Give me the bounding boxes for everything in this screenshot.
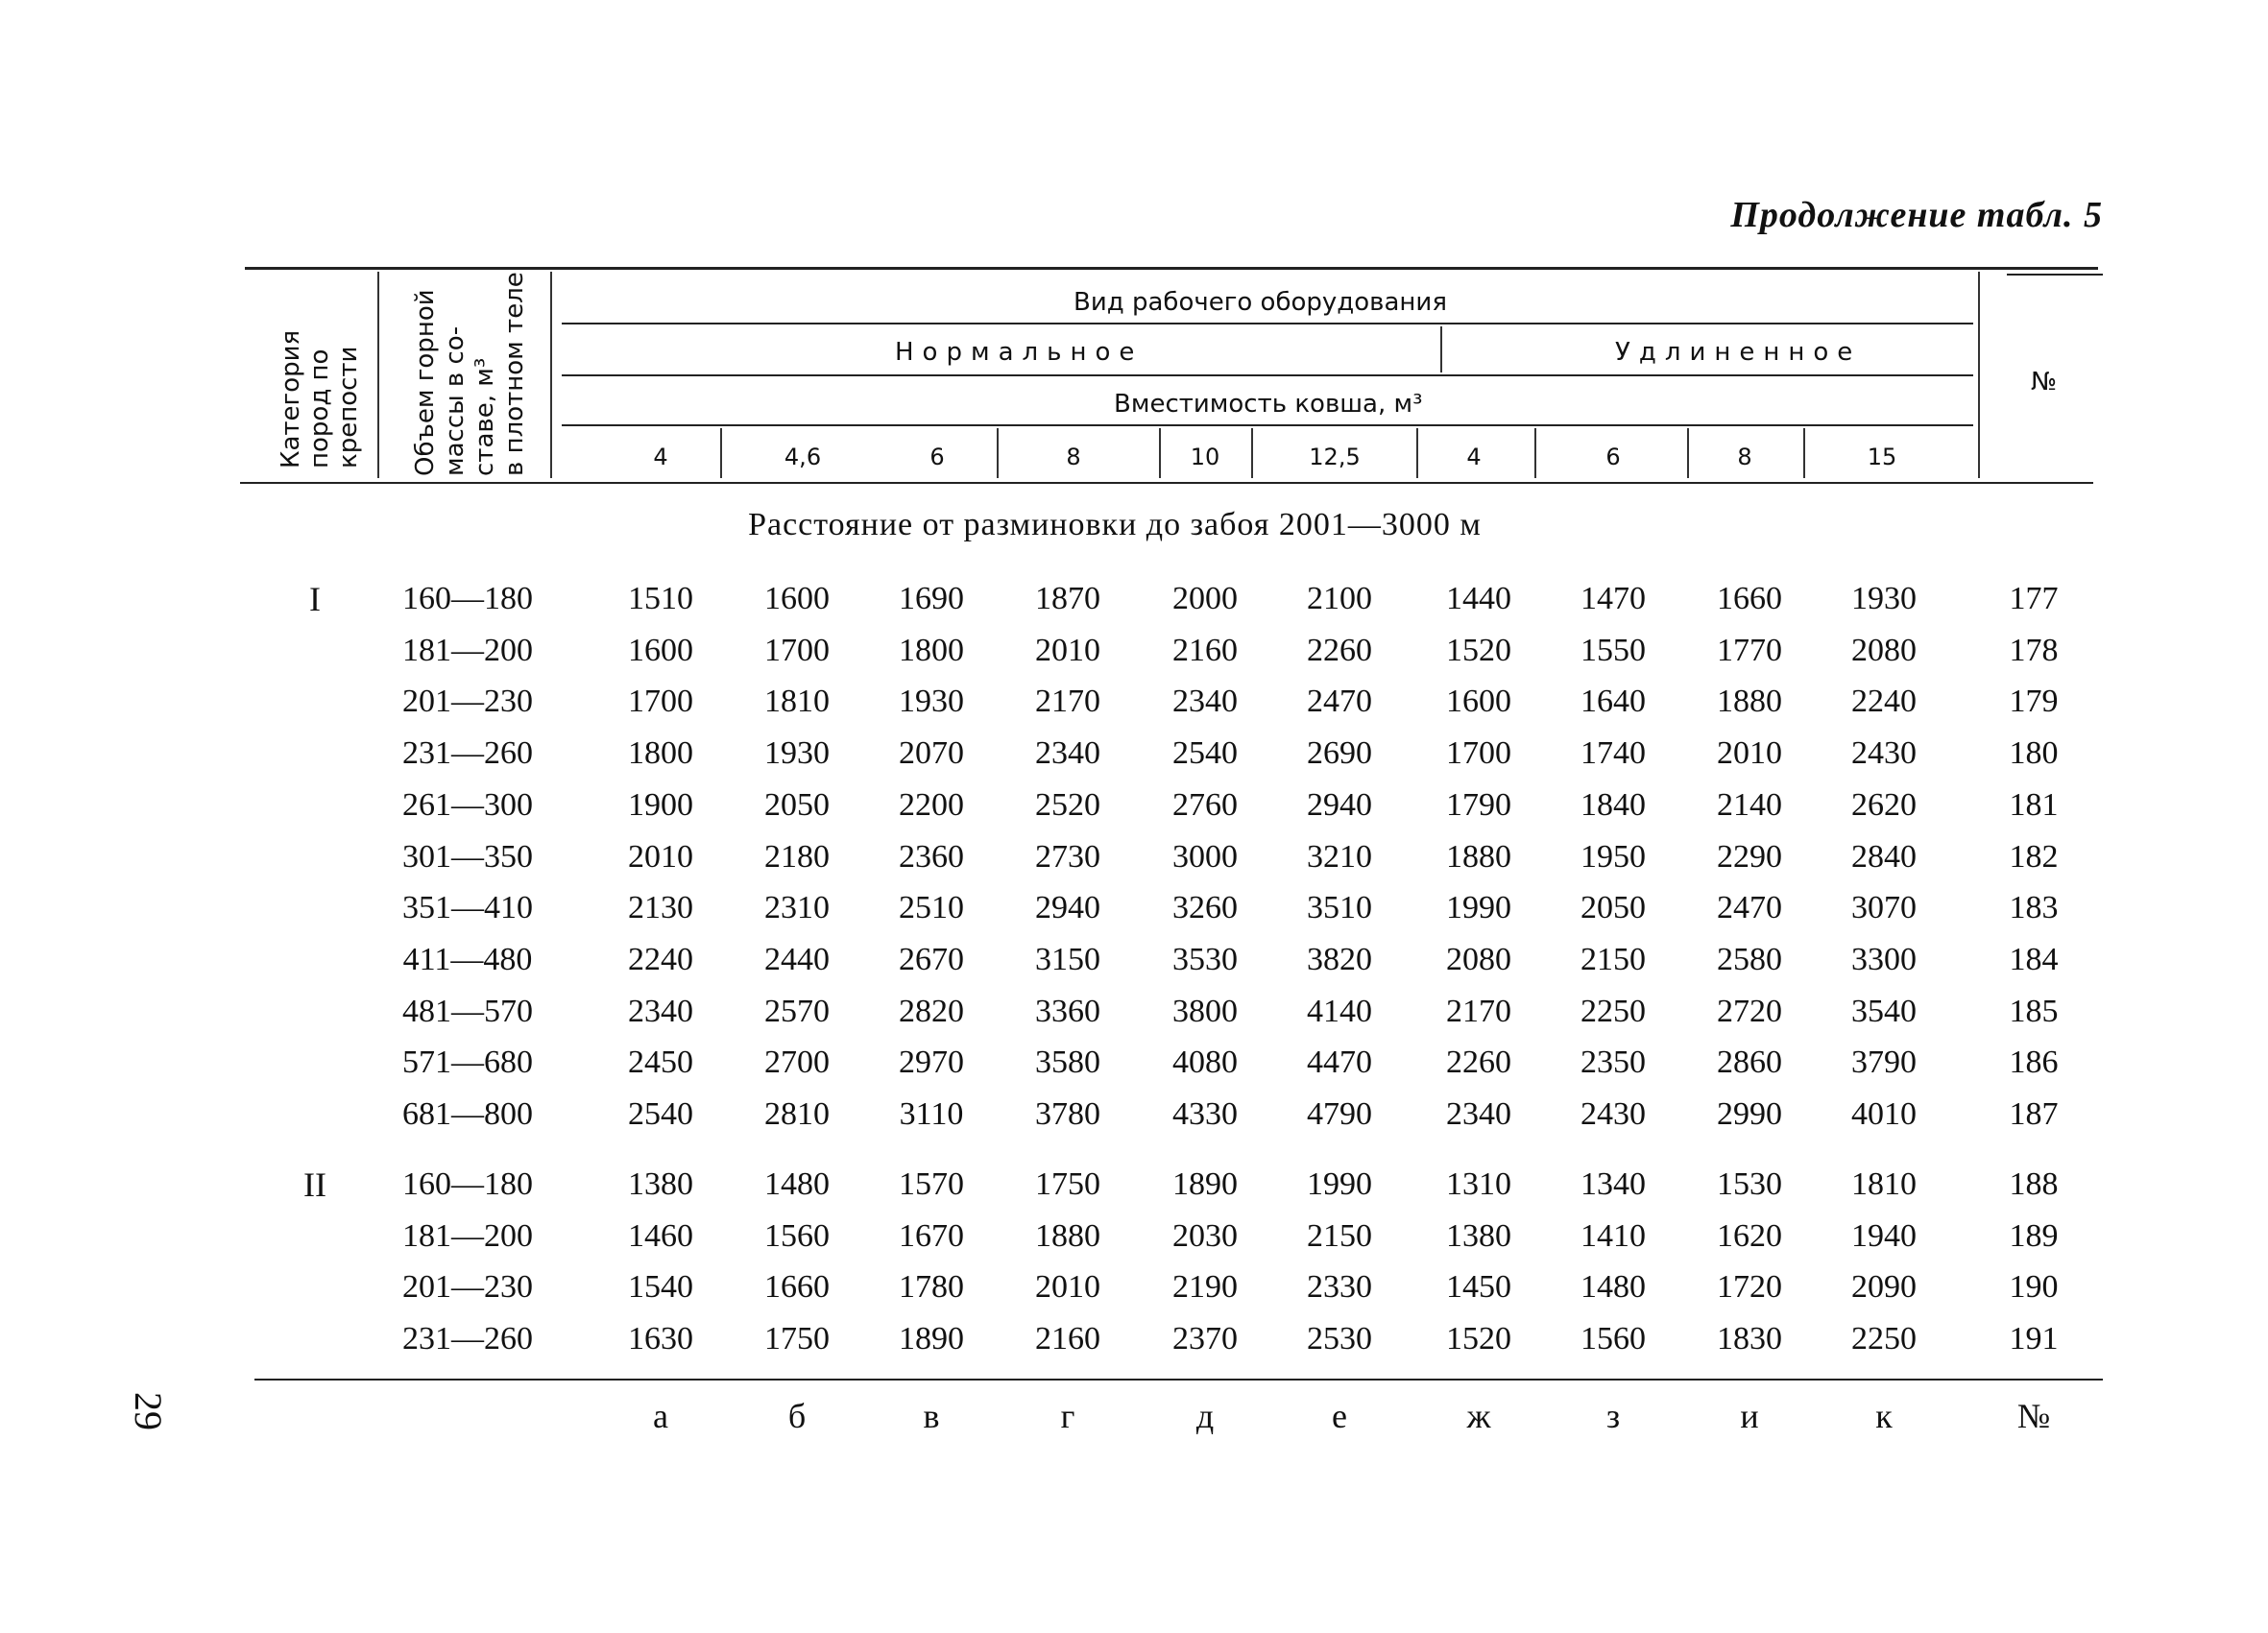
value-cell: 1510: [628, 581, 693, 616]
volume-header-line: ставе, м³: [470, 357, 499, 476]
value-cell: 1770: [1717, 632, 1782, 668]
value-cell: 2360: [899, 838, 964, 875]
value-cell: 2260: [1307, 632, 1372, 668]
value-cell: 1700: [628, 684, 693, 720]
value-cell: 2810: [764, 1096, 830, 1132]
column-letter: д: [1195, 1397, 1215, 1435]
value-cell: 2140: [1717, 786, 1782, 823]
page-number: 29: [127, 1392, 170, 1430]
value-cell: 3790: [1851, 1045, 1917, 1081]
value-cell: 3780: [1035, 1096, 1100, 1132]
capacity-cell: 8: [1737, 444, 1752, 470]
value-cell: 1640: [1580, 684, 1646, 720]
capacity-divider: [997, 428, 999, 478]
value-cell: 1620: [1717, 1217, 1782, 1254]
value-cell: 1380: [1446, 1217, 1511, 1254]
value-cell: 2030: [1172, 1217, 1238, 1254]
value-cell: 1700: [1446, 735, 1511, 772]
value-cell: 2100: [1307, 581, 1372, 616]
value-cell: 2720: [1717, 993, 1782, 1029]
value-cell: 2340: [628, 993, 693, 1029]
value-cell: 2430: [1580, 1096, 1646, 1132]
value-cell: 2010: [1717, 735, 1782, 772]
value-cell: 1600: [1446, 684, 1511, 720]
value-cell: 4080: [1172, 1045, 1238, 1081]
value-cell: 2970: [899, 1045, 964, 1081]
volume-cell: 160—180: [402, 581, 533, 616]
volume-cell: 261—300: [402, 786, 533, 823]
row-number-cell: 185: [2009, 993, 2059, 1029]
value-cell: 3800: [1172, 993, 1238, 1029]
normal-header: Нормальное: [895, 338, 1144, 367]
value-cell: 1450: [1446, 1269, 1511, 1306]
value-cell: 2240: [628, 941, 693, 977]
value-cell: 2180: [764, 838, 830, 875]
header-rule: [562, 424, 1973, 426]
section-title: [0, 507, 2268, 543]
header-divider: [377, 272, 379, 478]
value-cell: 2440: [764, 941, 830, 977]
volume-cell: 351—410: [402, 890, 533, 926]
value-cell: 2240: [1851, 684, 1917, 720]
capacity-cell: 4: [1466, 444, 1482, 470]
value-cell: 2160: [1035, 1321, 1100, 1357]
value-cell: 1660: [1717, 581, 1782, 616]
capacity-cell: 15: [1867, 444, 1897, 470]
volume-cell: 301—350: [402, 838, 533, 875]
bucket-capacity-header: Вместимость ковша, м³: [1114, 390, 1423, 419]
value-cell: 2070: [899, 735, 964, 772]
value-cell: 3300: [1851, 941, 1917, 977]
column-letter: к: [1875, 1397, 1893, 1435]
value-cell: 2840: [1851, 838, 1917, 875]
value-cell: 1340: [1580, 1166, 1646, 1202]
capacity-cell: 10: [1190, 444, 1220, 470]
value-cell: 1880: [1717, 684, 1782, 720]
value-cell: 1410: [1580, 1217, 1646, 1254]
capacity-cell: 12,5: [1309, 444, 1361, 470]
row-number-cell: 184: [2009, 941, 2059, 977]
value-cell: 2130: [628, 890, 693, 926]
row-number-cell: 188: [2009, 1166, 2059, 1202]
value-cell: 1930: [899, 684, 964, 720]
value-cell: 2150: [1307, 1217, 1372, 1254]
value-cell: 2290: [1717, 838, 1782, 875]
table-bottom-rule: [254, 1379, 2103, 1381]
value-cell: 1560: [764, 1217, 830, 1254]
value-cell: 1690: [899, 581, 964, 616]
value-cell: 3510: [1307, 890, 1372, 926]
value-cell: 1700: [764, 632, 830, 668]
capacity-cell: 8: [1066, 444, 1081, 470]
value-cell: 2940: [1307, 786, 1372, 823]
header-top-rule-right: [2007, 274, 2103, 276]
value-cell: 2090: [1851, 1269, 1917, 1306]
value-cell: 2510: [899, 890, 964, 926]
volume-header-line: в плотном теле: [500, 272, 529, 476]
value-cell: 2340: [1172, 684, 1238, 720]
value-cell: 2620: [1851, 786, 1917, 823]
volume-cell: 181—200: [402, 632, 533, 668]
header-bottom-rule: [240, 482, 2093, 484]
value-cell: 1630: [628, 1321, 693, 1357]
volume-cell: 231—260: [402, 735, 533, 772]
value-cell: 4010: [1851, 1096, 1917, 1132]
value-cell: 1600: [628, 632, 693, 668]
number-symbol: №: [2016, 1397, 2051, 1435]
value-cell: 1930: [1851, 581, 1917, 616]
value-cell: 2700: [764, 1045, 830, 1081]
value-cell: 1660: [764, 1269, 830, 1306]
value-cell: 1990: [1446, 890, 1511, 926]
volume-header-line: Объем горной: [411, 289, 440, 476]
value-cell: 1310: [1446, 1166, 1511, 1202]
value-cell: 2540: [628, 1096, 693, 1132]
value-cell: 2470: [1307, 684, 1372, 720]
value-cell: 4470: [1307, 1045, 1372, 1081]
value-cell: 2690: [1307, 735, 1372, 772]
row-number-cell: 180: [2009, 735, 2059, 772]
value-cell: 1480: [764, 1166, 830, 1202]
header-divider: [1978, 272, 1980, 478]
column-letter: ж: [1466, 1397, 1491, 1435]
value-cell: 2530: [1307, 1321, 1372, 1357]
value-cell: 1480: [1580, 1269, 1646, 1306]
value-cell: 2250: [1851, 1321, 1917, 1357]
capacity-cell: 4,6: [784, 444, 822, 470]
value-cell: 2370: [1172, 1321, 1238, 1357]
row-number-cell: 191: [2009, 1321, 2059, 1357]
capacity-cell: 4: [653, 444, 668, 470]
row-number-cell: 183: [2009, 890, 2059, 926]
value-cell: 2050: [764, 786, 830, 823]
value-cell: 2860: [1717, 1045, 1782, 1081]
value-cell: 2760: [1172, 786, 1238, 823]
value-cell: 1940: [1851, 1217, 1917, 1254]
value-cell: 2190: [1172, 1269, 1238, 1306]
value-cell: 1780: [899, 1269, 964, 1306]
value-cell: 2010: [1035, 1269, 1100, 1306]
extended-header: Удлиненное: [1615, 338, 1862, 367]
capacity-divider: [1159, 428, 1161, 478]
value-cell: 1750: [1035, 1166, 1100, 1202]
value-cell: 1720: [1717, 1269, 1782, 1306]
row-number-cell: 177: [2009, 581, 2059, 616]
value-cell: 3110: [899, 1096, 964, 1132]
value-cell: 4790: [1307, 1096, 1372, 1132]
capacity-divider: [1687, 428, 1689, 478]
value-cell: 2940: [1035, 890, 1100, 926]
value-cell: 1900: [628, 786, 693, 823]
value-cell: 2170: [1446, 993, 1511, 1029]
volume-cell: 231—260: [402, 1321, 533, 1357]
value-cell: 2340: [1035, 735, 1100, 772]
header-rule: [562, 374, 1973, 376]
value-cell: 3210: [1307, 838, 1372, 875]
value-cell: 1570: [899, 1166, 964, 1202]
value-cell: 2010: [628, 838, 693, 875]
value-cell: 1470: [1580, 581, 1646, 616]
value-cell: 1750: [764, 1321, 830, 1357]
value-cell: 1670: [899, 1217, 964, 1254]
category-cell: II: [303, 1165, 326, 1204]
value-cell: 2470: [1717, 890, 1782, 926]
capacity-divider: [1534, 428, 1536, 478]
header-divider: [550, 272, 552, 478]
row-number-cell: 186: [2009, 1045, 2059, 1081]
value-cell: 2730: [1035, 838, 1100, 875]
value-cell: 2150: [1580, 941, 1646, 977]
value-cell: 2080: [1851, 632, 1917, 668]
value-cell: 1880: [1446, 838, 1511, 875]
row-number-cell: 182: [2009, 838, 2059, 875]
value-cell: 1800: [628, 735, 693, 772]
value-cell: 2330: [1307, 1269, 1372, 1306]
value-cell: 3000: [1172, 838, 1238, 875]
value-cell: 1810: [764, 684, 830, 720]
value-cell: 2570: [764, 993, 830, 1029]
value-cell: 2670: [899, 941, 964, 977]
column-letter: з: [1605, 1397, 1621, 1435]
value-cell: 2310: [764, 890, 830, 926]
volume-cell: 571—680: [402, 1045, 533, 1081]
value-cell: 2350: [1580, 1045, 1646, 1081]
volume-cell: 411—480: [402, 941, 533, 977]
capacity-divider: [1416, 428, 1418, 478]
value-cell: 1810: [1851, 1166, 1917, 1202]
value-cell: 3070: [1851, 890, 1917, 926]
value-cell: 1990: [1307, 1166, 1372, 1202]
value-cell: 2520: [1035, 786, 1100, 823]
value-cell: 2160: [1172, 632, 1238, 668]
header-divider: [1440, 326, 1442, 372]
value-cell: 1930: [764, 735, 830, 772]
value-cell: 2250: [1580, 993, 1646, 1029]
value-cell: 4140: [1307, 993, 1372, 1029]
value-cell: 2450: [628, 1045, 693, 1081]
value-cell: 3260: [1172, 890, 1238, 926]
value-cell: 3530: [1172, 941, 1238, 977]
value-cell: 2080: [1446, 941, 1511, 977]
value-cell: 1840: [1580, 786, 1646, 823]
category-column-header: Категория пород по крепости: [277, 329, 363, 468]
header-rule: [562, 323, 1973, 324]
row-number-cell: 189: [2009, 1217, 2059, 1254]
value-cell: 2050: [1580, 890, 1646, 926]
value-cell: 1560: [1580, 1321, 1646, 1357]
value-cell: 2260: [1446, 1045, 1511, 1081]
value-cell: 2990: [1717, 1096, 1782, 1132]
value-cell: 2430: [1851, 735, 1917, 772]
value-cell: 3150: [1035, 941, 1100, 977]
value-cell: 1870: [1035, 581, 1100, 616]
value-cell: 4330: [1172, 1096, 1238, 1132]
number-column-header: №: [2031, 368, 2058, 396]
value-cell: 2010: [1035, 632, 1100, 668]
value-cell: 2170: [1035, 684, 1100, 720]
value-cell: 1600: [764, 581, 830, 616]
value-cell: 1440: [1446, 581, 1511, 616]
volume-cell: 201—230: [402, 684, 533, 720]
volume-column-header: [411, 265, 530, 476]
value-cell: 2540: [1172, 735, 1238, 772]
volume-cell: 481—570: [402, 993, 533, 1029]
value-cell: 1550: [1580, 632, 1646, 668]
column-letter: в: [923, 1397, 940, 1435]
value-cell: 3360: [1035, 993, 1100, 1029]
equipment-type-header: Вид рабочего оборудования: [1074, 288, 1447, 317]
column-letter: а: [653, 1397, 668, 1435]
volume-cell: 681—800: [402, 1096, 533, 1132]
section-title-text: Расстояние от разминовки до забоя 2001—3000 м: [748, 507, 1482, 542]
value-cell: 1890: [1172, 1166, 1238, 1202]
capacity-divider: [720, 428, 722, 478]
value-cell: 3820: [1307, 941, 1372, 977]
column-letter: и: [1740, 1397, 1759, 1435]
value-cell: 1890: [899, 1321, 964, 1357]
value-cell: 1830: [1717, 1321, 1782, 1357]
row-number-cell: 181: [2009, 786, 2059, 823]
volume-cell: 181—200: [402, 1217, 533, 1254]
value-cell: 1740: [1580, 735, 1646, 772]
column-letter: г: [1060, 1397, 1075, 1435]
table-continuation-caption: Продолжение табл. 5: [1730, 195, 2103, 235]
value-cell: 2000: [1172, 581, 1238, 616]
row-number-cell: 179: [2009, 684, 2059, 720]
value-cell: 2200: [899, 786, 964, 823]
value-cell: 2580: [1717, 941, 1782, 977]
capacity-cell: 6: [929, 444, 945, 470]
column-letter: б: [787, 1397, 807, 1435]
row-number-cell: 178: [2009, 632, 2059, 668]
value-cell: 1790: [1446, 786, 1511, 823]
row-number-cell: 190: [2009, 1269, 2059, 1306]
value-cell: 1880: [1035, 1217, 1100, 1254]
value-cell: 2340: [1446, 1096, 1511, 1132]
volume-cell: 160—180: [402, 1166, 533, 1202]
value-cell: 1800: [899, 632, 964, 668]
value-cell: 1520: [1446, 1321, 1511, 1357]
value-cell: 1530: [1717, 1166, 1782, 1202]
value-cell: 1460: [628, 1217, 693, 1254]
volume-cell: 201—230: [402, 1269, 533, 1306]
value-cell: 1540: [628, 1269, 693, 1306]
column-letter: е: [1332, 1397, 1347, 1435]
value-cell: 3540: [1851, 993, 1917, 1029]
value-cell: 2820: [899, 993, 964, 1029]
value-cell: 1380: [628, 1166, 693, 1202]
volume-header-line: массы в со-: [441, 325, 470, 476]
value-cell: 1950: [1580, 838, 1646, 875]
capacity-cell: 6: [1605, 444, 1621, 470]
capacity-divider: [1251, 428, 1253, 478]
category-cell: I: [309, 580, 321, 618]
value-cell: 3580: [1035, 1045, 1100, 1081]
capacity-divider: [1803, 428, 1805, 478]
value-cell: 1520: [1446, 632, 1511, 668]
row-number-cell: 187: [2009, 1096, 2059, 1132]
